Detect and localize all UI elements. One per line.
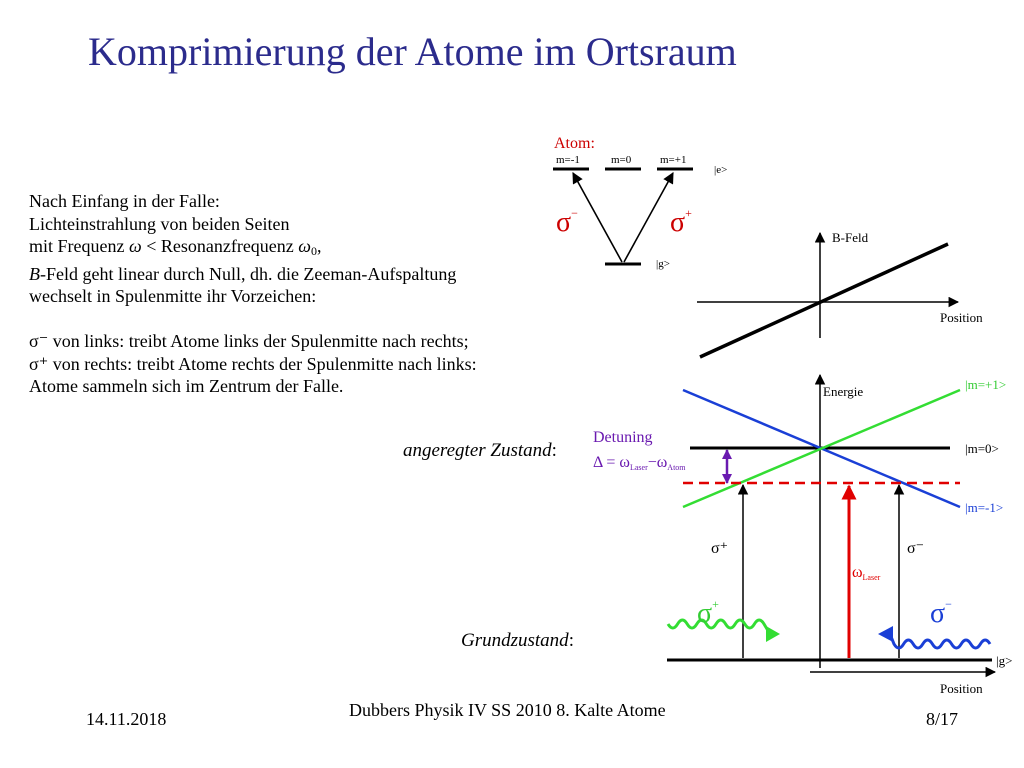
text-line-1: Nach Einfang in der Falle: — [29, 191, 220, 211]
atom-m-minus-label: m=-1 — [556, 154, 580, 166]
text-line-2: Lichteinstrahlung von beiden Seiten — [29, 213, 290, 234]
bfield-line — [700, 244, 948, 357]
detuning-formula: Δ = ωLaser−ωAtom — [593, 454, 686, 472]
g-label: |g> — [996, 653, 1013, 668]
text-line-8: Atome sammeln sich im Zentrum der Falle. — [29, 376, 344, 396]
ground-state-label: Grundzustand: — [461, 630, 574, 651]
sigma-plus-photon-wave — [668, 620, 770, 634]
atom-sigma-minus-label: σ− — [556, 206, 578, 238]
sigma-plus-transition-label: σ⁺ — [711, 540, 729, 557]
bfield-y-label: B-Feld — [832, 230, 869, 245]
omega0-symbol: ω — [298, 236, 312, 256]
omega-symbol: ω — [128, 236, 142, 256]
sigma-plus-photon-label: σ+ — [697, 597, 719, 629]
detuning-title: Detuning — [593, 429, 653, 446]
footer-page-number: 8/17 — [926, 709, 959, 729]
sigma-plus-photon-arrowhead — [766, 626, 780, 642]
energy-y-label: Energie — [823, 384, 864, 399]
text-line-3-prefix: mit Frequenz — [29, 236, 129, 256]
atom-e-ket: |e> — [714, 164, 728, 176]
excited-state-label: angeregter Zustand: — [403, 440, 557, 461]
b-symbol: B — [29, 263, 40, 284]
m-plus-label: |m=+1> — [965, 377, 1007, 392]
atom-m-zero-label: m=0 — [611, 154, 632, 166]
atom-level-scheme — [553, 135, 727, 270]
atom-sigma-minus-arrow — [573, 173, 622, 262]
sigma-minus-transition-label: σ⁻ — [907, 540, 925, 557]
text-line-7: σ⁺ von rechts: treibt Atome rechts der Spulenmitte nach links: — [29, 353, 477, 374]
footer-date: 14.11.2018 — [86, 709, 167, 729]
sigma-minus-photon-arrowhead — [878, 626, 893, 642]
text-line-6: σ⁻ von links: treibt Atome links der Spulenmitte nach rechts; — [29, 331, 469, 351]
text-line-5: wechselt in Spulenmitte ihr Vorzeichen: — [29, 286, 317, 306]
omega0-subscript: 0 — [311, 244, 318, 258]
omega-laser-label: ωLaser — [852, 564, 881, 582]
m-zero-label: |m=0> — [965, 441, 999, 456]
footer-course: Dubbers Physik IV SS 2010 8. Kalte Atome — [349, 700, 666, 720]
bfield-x-label: Position — [940, 310, 983, 325]
atom-m-plus-label: m=+1 — [660, 154, 687, 166]
atom-g-ket: |g> — [656, 258, 670, 270]
atom-sigma-plus-label: σ+ — [670, 206, 692, 238]
text-line-4-rest: -Feld geht linear durch Null, dh. die Zeeman-Aufspaltung — [40, 263, 457, 284]
atom-label: Atom: — [554, 135, 595, 152]
text-line-3-suffix: , — [317, 236, 322, 256]
m-minus-label: |m=-1> — [965, 500, 1004, 515]
sigma-minus-photon-wave — [890, 634, 990, 648]
atom-sigma-plus-arrow — [624, 173, 673, 262]
bfield-plot — [697, 230, 983, 357]
slide-title: Komprimierung der Atome im Ortsraum — [88, 29, 737, 74]
text-line-3-middle: < Resonanzfrequenz — [141, 236, 299, 256]
energy-x-label: Position — [940, 681, 983, 696]
sigma-minus-photon-label: σ− — [930, 597, 952, 629]
energy-diagram — [593, 375, 1012, 696]
